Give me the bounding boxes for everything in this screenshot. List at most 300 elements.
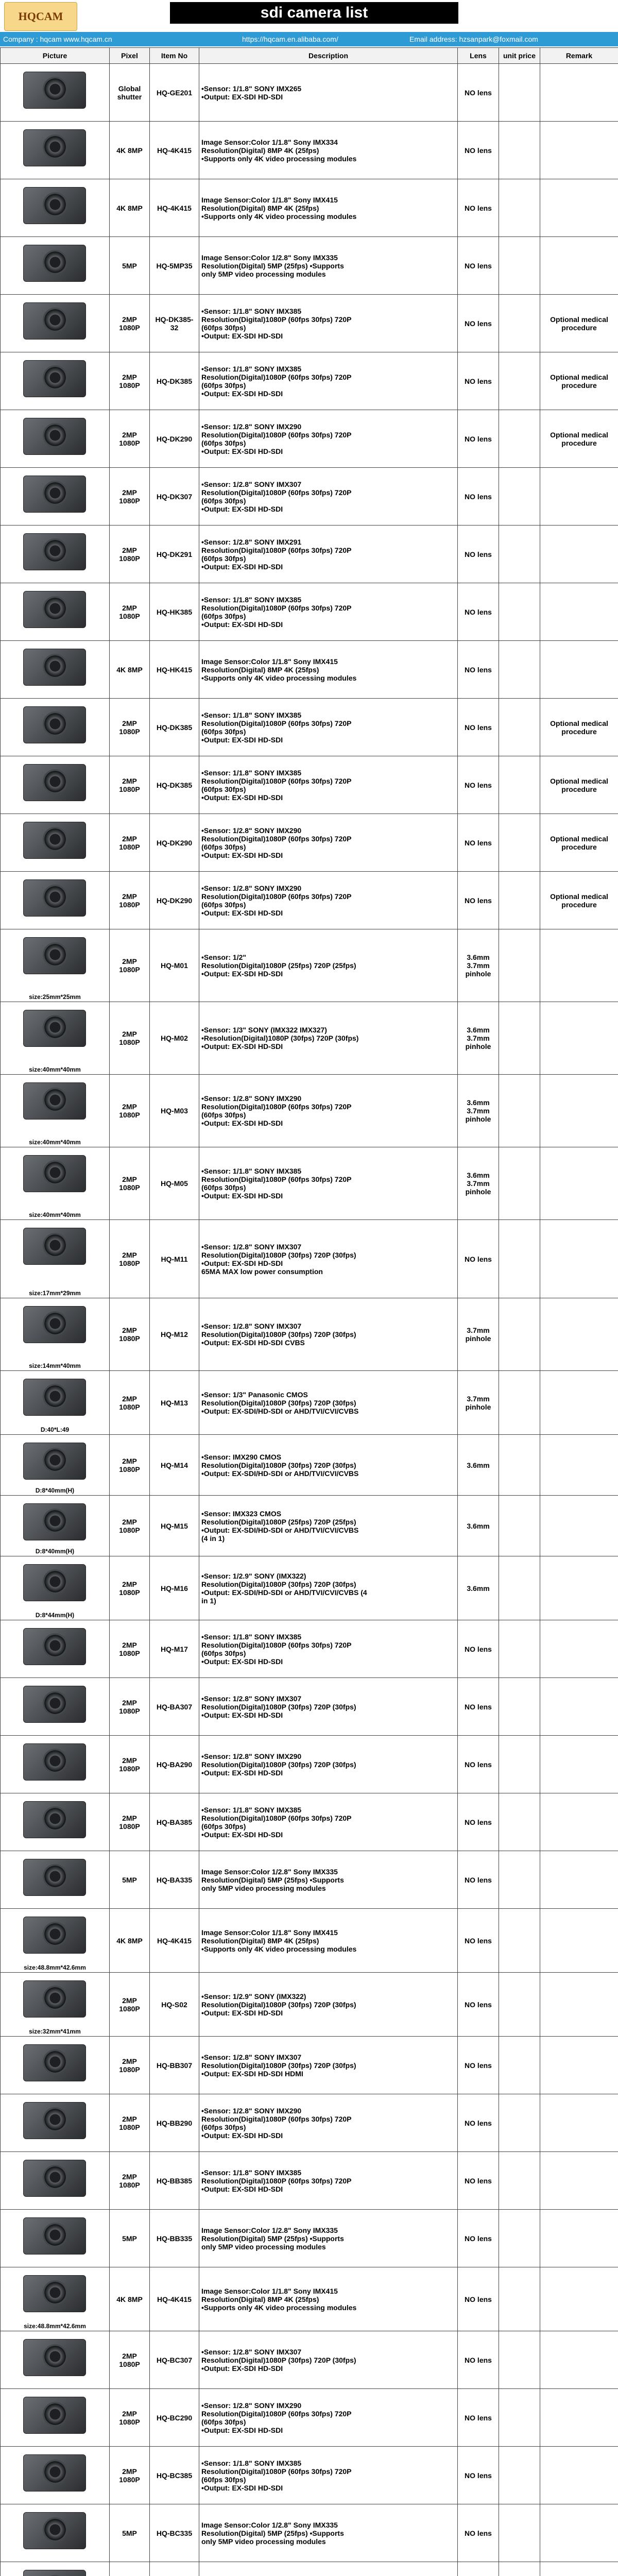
camera-lens-graphic	[43, 1569, 67, 1594]
description-cell: Image Sensor:Color 1/1.8" Sony IMX415 Resolution(Digital) 8MP 4K (25fps) •Supports only 4K video processing modules	[199, 641, 458, 699]
product-picture	[1, 1973, 110, 2037]
unit-price-cell	[499, 2504, 540, 2562]
lens-cell: NO lens	[458, 1851, 499, 1909]
table-row	[1, 699, 618, 756]
product-picture	[1, 1002, 110, 1075]
unit-price-cell	[499, 237, 540, 295]
product-picture	[1, 410, 110, 468]
description-cell: Image Sensor:Color 1/1.8" Sony IMX415 Resolution(Digital) 8MP 4K (25fps) •Supports only 4K video processing modules	[199, 2267, 458, 2331]
pixel-cell: 2MP 1080P	[110, 2037, 150, 2094]
remark-cell: Optional medical procedure	[540, 295, 618, 352]
picture-size-caption: D:8*40mm(H)	[35, 1486, 75, 1494]
camera-module-photo	[3, 411, 108, 467]
remark-cell	[540, 2504, 618, 2562]
product-picture	[1, 2152, 110, 2210]
unit-price-cell	[499, 2331, 540, 2389]
lens-cell: NO lens	[458, 2267, 499, 2331]
table-row	[1, 1147, 618, 1220]
camera-lens-graphic	[43, 654, 67, 679]
camera-module-photo	[3, 1148, 108, 1219]
table-row	[1, 1909, 618, 1973]
remark-cell	[540, 641, 618, 699]
item-number-cell: HQ-DK290	[150, 410, 199, 468]
unit-price-cell	[499, 526, 540, 583]
item-number-cell: HQ-4K415	[150, 2267, 199, 2331]
remark-cell	[540, 929, 618, 1002]
description-cell: •Sensor: 1/1.8" SONY IMX385 Resolution(Digital)1080P (60fps 30fps) 720P (60fps 30fps) •Output: EX-SDI HD-SDI	[199, 1793, 458, 1851]
description-cell: •Sensor: 1/1.8" SONY IMX385 Resolution(Digital)1080P (60fps 30fps) 720P (60fps 30fps) •Output: EX-SDI HD-SDI	[199, 295, 458, 352]
item-number-cell: HQ-M05	[150, 1147, 199, 1220]
camera-lens-graphic	[43, 1088, 67, 1112]
unit-price-cell	[499, 1496, 540, 1556]
description-cell: Image Sensor:Color 1/1.8" Sony IMX334 Resolution(Digital) 8MP 4K (25fps) •Supports only 4K video processing modules	[199, 122, 458, 179]
remark-cell	[540, 583, 618, 641]
description-cell: •Sensor: 1/1.8" SONY IMX385 Resolution(Digital)1080P (60fps 30fps) 720P (60fps 30fps) •Output: EX-SDI HD-SDI	[199, 2447, 458, 2504]
item-number-cell: HQ-4K415	[150, 179, 199, 237]
table-row	[1, 583, 618, 641]
product-picture	[1, 2447, 110, 2504]
product-picture	[1, 1298, 110, 1371]
description-cell: Image Sensor:Color 1/2.8" Sony IMX335 Resolution(Digital) 5MP (25fps) •Supports only 5MP video processing modules	[199, 1851, 458, 1909]
company-name: Company : hqcam www.hqcam.cn	[3, 35, 112, 43]
item-number-cell: HQ-BC307	[150, 2331, 199, 2389]
camera-module-photo	[3, 872, 108, 929]
camera-module-photo	[3, 1221, 108, 1298]
unit-price-cell	[499, 1220, 540, 1298]
camera-module-photo	[3, 1736, 108, 1793]
product-picture	[1, 1496, 110, 1556]
item-number-cell: HQ-BA335	[150, 1851, 199, 1909]
product-picture	[1, 526, 110, 583]
remark-cell: Optional medical procedure	[540, 410, 618, 468]
pixel-cell: 4K 8MP	[110, 179, 150, 237]
camera-module-photo	[3, 2447, 108, 2504]
unit-price-cell	[499, 2389, 540, 2447]
table-row	[1, 526, 618, 583]
description-cell: •Sensor: 1/2.8" SONY IMX307 Resolution(Digital)1080P (30fps) 720P (30fps) •Output: EX-SDI HD-SDI	[199, 2331, 458, 2389]
camera-lens-graphic	[43, 2049, 67, 2074]
lens-cell: NO lens	[458, 64, 499, 122]
description-cell: •Sensor: 1/2.8" SONY IMX290 Resolution(Digital)1080P (60fps 30fps) 720P (60fps 30fps) •Output: EX-SDI HD-SDI	[199, 1075, 458, 1147]
unit-price-cell	[499, 641, 540, 699]
table-row	[1, 1793, 618, 1851]
title-bar	[0, 0, 618, 32]
pixel-cell: 4K 8MP	[110, 1909, 150, 1973]
remark-cell	[540, 526, 618, 583]
item-number-cell: HQ-DK307	[150, 468, 199, 526]
item-number-cell: HQ-BA307	[150, 1678, 199, 1736]
item-number-cell: HQ-M03	[150, 1075, 199, 1147]
company-logo	[4, 2, 77, 31]
remark-cell	[540, 1909, 618, 1973]
product-picture	[1, 1793, 110, 1851]
table-row	[1, 1556, 618, 1620]
unit-price-cell	[499, 122, 540, 179]
lens-cell: NO lens	[458, 2331, 499, 2389]
lens-cell: 3.6mm	[458, 1496, 499, 1556]
product-picture	[1, 1909, 110, 1973]
lens-cell: NO lens	[458, 1973, 499, 2037]
unit-price-cell	[499, 1298, 540, 1371]
unit-price-cell	[499, 1736, 540, 1793]
table-row	[1, 2037, 618, 2094]
remark-cell	[540, 2210, 618, 2267]
camera-lens-graphic	[43, 2344, 67, 2369]
lens-cell: NO lens	[458, 2210, 499, 2267]
product-picture	[1, 2210, 110, 2267]
camera-module-photo	[3, 468, 108, 525]
product-picture	[1, 1556, 110, 1620]
product-picture	[1, 179, 110, 237]
remark-cell	[540, 1793, 618, 1851]
lens-cell: 3.6mm 3.7mm pinhole	[458, 1002, 499, 1075]
camera-module-photo	[3, 2332, 108, 2388]
remark-cell: Optional medical procedure	[540, 814, 618, 872]
pixel-cell: 4K 8MP	[110, 2267, 150, 2331]
camera-lens-graphic	[43, 1384, 67, 1409]
website-link[interactable]: https://hqcam.en.alibaba.com/	[242, 35, 338, 43]
item-number-cell: HQ-S02	[150, 1973, 199, 2037]
lens-cell: NO lens	[458, 1620, 499, 1678]
camera-module-photo	[3, 584, 108, 640]
product-picture	[1, 2504, 110, 2562]
item-number-cell: HQ-DK290	[150, 872, 199, 929]
item-number-cell: HQ-M13	[150, 1371, 199, 1435]
table-row	[1, 179, 618, 237]
unit-price-cell	[499, 295, 540, 352]
lens-cell: NO lens	[458, 410, 499, 468]
remark-cell	[540, 1220, 618, 1298]
camera-module-photo	[3, 1435, 108, 1495]
product-picture	[1, 1220, 110, 1298]
camera-module-photo	[3, 1794, 108, 1851]
product-picture	[1, 2037, 110, 2094]
unit-price-cell	[499, 1002, 540, 1075]
lens-cell: NO lens	[458, 295, 499, 352]
table-row	[1, 295, 618, 352]
item-number-cell: HQ-M11	[150, 1220, 199, 1298]
camera-lens-graphic	[43, 827, 67, 852]
remark-cell	[540, 2267, 618, 2331]
item-number-cell: HQ-DK290	[150, 814, 199, 872]
description-cell: •Sensor: 1/1.8" SONY IMX385 Resolution(Digital)1080P (60fps 30fps) 720P (60fps 30fps) •Output: EX-SDI HD-SDI	[199, 699, 458, 756]
camera-lens-graphic	[43, 1633, 67, 1658]
product-picture	[1, 468, 110, 526]
description-cell: •Sensor: 1/2.8" SONY IMX290 Resolution(Digital)1080P (30fps) 720P (30fps) •Output: EX-SDI HD-SDI	[199, 1736, 458, 1793]
product-picture	[1, 872, 110, 929]
unit-price-cell	[499, 64, 540, 122]
lens-cell: NO lens	[458, 641, 499, 699]
description-cell: •Sensor: 1/2.8" SONY IMX291 Resolution(Digital)1080P (60fps 30fps) 720P (60fps 30fps) •Output: EX-SDI HD-SDI	[199, 526, 458, 583]
description-cell: •Sensor: 1/2.8" SONY IMX307 Resolution(Digital)1080P (30fps) 720P (30fps) •Output: EX-SDI HD-SDI	[199, 1678, 458, 1736]
remark-cell	[540, 2389, 618, 2447]
description-cell: •Sensor: 1/1.8" SONY IMX385 Resolution(Digital)1080P (60fps 30fps) 720P •Output: EX-SDI HD-SDI	[199, 2152, 458, 2210]
table-row	[1, 929, 618, 1002]
description-cell: •Sensor: 1/2.9" SONY (IMX322) Resolution(Digital)1080P (30fps) 720P (30fps) •Output: EX-SDI HD-SDI	[199, 1973, 458, 2037]
description-cell: •Sensor: 1/2.8" SONY IMX290 Resolution(Digital)1080P (60fps 30fps) 720P (60fps 30fps) •Output: EX-SDI HD-SDI	[199, 2389, 458, 2447]
table-row	[1, 814, 618, 872]
unit-price-cell	[499, 583, 540, 641]
table-row	[1, 2504, 618, 2562]
camera-module-photo	[3, 2505, 108, 2562]
table-row	[1, 1002, 618, 1075]
table-row	[1, 1973, 618, 2037]
remark-cell	[540, 64, 618, 122]
item-number-cell: HQ-M01	[150, 929, 199, 1002]
description-cell	[199, 2562, 458, 2576]
remark-cell	[540, 2331, 618, 2389]
camera-lens-graphic	[43, 365, 67, 390]
lens-cell: NO lens	[458, 2447, 499, 2504]
column-header-unit-price: unit price	[499, 48, 540, 64]
camera-lens-graphic	[43, 192, 67, 217]
table-row	[1, 1298, 618, 1371]
picture-size-caption: size:40mm*40mm	[29, 1138, 81, 1146]
item-number-cell: HQ-BB385	[150, 2152, 199, 2210]
camera-lens-graphic	[43, 711, 67, 736]
pixel-cell: 2MP 1080P	[110, 1793, 150, 1851]
remark-cell	[540, 2562, 618, 2576]
remark-cell	[540, 122, 618, 179]
pixel-cell: 2MP 1080P	[110, 814, 150, 872]
camera-lens-graphic	[43, 596, 67, 621]
product-picture	[1, 1678, 110, 1736]
unit-price-cell	[499, 699, 540, 756]
unit-price-cell	[499, 2152, 540, 2210]
item-number-cell: HQ-HK385	[150, 583, 199, 641]
table-row	[1, 410, 618, 468]
lens-cell: NO lens	[458, 2152, 499, 2210]
pixel-cell: 2MP 1080P	[110, 2447, 150, 2504]
lens-cell: NO lens	[458, 872, 499, 929]
table-row	[1, 2094, 618, 2152]
column-header-item-no: Item No	[150, 48, 199, 64]
pixel-cell: 2MP 1080P	[110, 1973, 150, 2037]
product-picture	[1, 122, 110, 179]
description-cell: •Sensor: 1/2.8" SONY IMX307 Resolution(Digital)1080P (30fps) 720P (30fps) •Output: EX-SDI HD-SDI CVBS	[199, 1298, 458, 1371]
unit-price-cell	[499, 1435, 540, 1496]
unit-price-cell	[499, 2447, 540, 2504]
column-header-pixel: Pixel	[110, 48, 150, 64]
item-number-cell: HQ-4K415	[150, 122, 199, 179]
item-number-cell: HQ-M17	[150, 1620, 199, 1678]
camera-module-photo	[3, 1679, 108, 1735]
product-picture	[1, 1736, 110, 1793]
camera-lens-graphic	[43, 423, 67, 448]
product-picture	[1, 1620, 110, 1678]
description-cell: •Sensor: 1/2.8" SONY IMX307 Resolution(Digital)1080P (30fps) 720P (30fps) •Output: EX-SDI HD-SDI 65MA MAX low power consumption	[199, 1220, 458, 1298]
camera-lens-graphic	[43, 2402, 67, 2427]
lens-cell: NO lens	[458, 814, 499, 872]
unit-price-cell	[499, 1678, 540, 1736]
pixel-cell: 2MP 1080P	[110, 1556, 150, 1620]
camera-module-photo	[3, 353, 108, 410]
description-cell: •Sensor: 1/1.8" SONY IMX385 Resolution(Digital)1080P (60fps 30fps) 720P (60fps 30fps) •Output: EX-SDI HD-SDI	[199, 1620, 458, 1678]
remark-cell	[540, 237, 618, 295]
pixel-cell: 2MP 1080P	[110, 1496, 150, 1556]
remark-cell: Optional medical procedure	[540, 699, 618, 756]
description-cell: •Sensor: 1/2.8" SONY IMX290 Resolution(Digital)1080P (60fps 30fps) 720P (60fps 30fps) •Output: EX-SDI HD-SDI	[199, 410, 458, 468]
camera-lens-graphic	[43, 481, 67, 505]
product-picture	[1, 2267, 110, 2331]
picture-size-caption: size:40mm*40mm	[29, 1065, 81, 1073]
description-cell: Image Sensor:Color 1/1.8" Sony IMX415 Resolution(Digital) 8MP 4K (25fps) •Supports only 4K video processing modules	[199, 179, 458, 237]
item-number-cell: HQ-BC290	[150, 2389, 199, 2447]
pixel-cell: 2MP 1080P	[110, 872, 150, 929]
camera-lens-graphic	[43, 1015, 67, 1040]
pixel-cell: 2MP 1080P	[110, 526, 150, 583]
item-number-cell: HQ-DK385	[150, 756, 199, 814]
description-cell: •Sensor: 1/1.8" SONY IMX265 •Output: EX-SDI HD-SDI	[199, 64, 458, 122]
camera-lens-graphic	[43, 1160, 67, 1185]
product-picture	[1, 641, 110, 699]
unit-price-cell	[499, 1371, 540, 1435]
lens-cell: NO lens	[458, 179, 499, 237]
pixel-cell: 2MP 1080P	[110, 295, 150, 352]
table-header-row	[1, 48, 618, 64]
item-number-cell: HQ-M15	[150, 1496, 199, 1556]
remark-cell	[540, 2152, 618, 2210]
camera-lens-graphic	[43, 2165, 67, 2190]
camera-lens-graphic	[43, 1806, 67, 1831]
camera-module-photo	[3, 1852, 108, 1908]
description-cell: •Sensor: 1/1.8" SONY IMX385 Resolution(Digital)1080P (60fps 30fps) 720P (60fps 30fps) •Output: EX-SDI HD-SDI	[199, 352, 458, 410]
camera-lens-graphic	[43, 538, 67, 563]
camera-lens-graphic	[43, 1509, 67, 1533]
unit-price-cell	[499, 1793, 540, 1851]
camera-module-photo	[3, 2268, 108, 2331]
description-cell: •Sensor: 1/3" Panasonic CMOS Resolution(Digital)1080P (30fps) 720P (30fps) •Output: EX-SDI/HD-SDI or AHD/TVI/CVI/CVBS	[199, 1371, 458, 1435]
item-number-cell: HQ-BB290	[150, 2094, 199, 2152]
product-picture	[1, 583, 110, 641]
lens-cell: 3.7mm pinhole	[458, 1298, 499, 1371]
item-number-cell: HQ-4K415	[150, 1909, 199, 1973]
table-row	[1, 641, 618, 699]
table-row	[1, 1220, 618, 1298]
unit-price-cell	[499, 929, 540, 1002]
table-row	[1, 122, 618, 179]
unit-price-cell	[499, 468, 540, 526]
item-number-cell: HQ-DK385	[150, 699, 199, 756]
product-picture	[1, 352, 110, 410]
camera-module-photo	[3, 2153, 108, 2209]
unit-price-cell	[499, 1620, 540, 1678]
camera-lens-graphic	[43, 134, 67, 159]
pixel-cell: 2MP 1080P	[110, 583, 150, 641]
item-number-cell	[150, 2562, 199, 2576]
unit-price-cell	[499, 2210, 540, 2267]
remark-cell	[540, 2037, 618, 2094]
lens-cell: 3.6mm 3.7mm pinhole	[458, 1147, 499, 1220]
description-cell: •Sensor: IMX323 CMOS Resolution(Digital)1080P (25fps) 720P (25fps) •Output: EX-SDI/HD-SDI or AHD/TVI/CVI/CVBS (4 in 1)	[199, 1496, 458, 1556]
table-row	[1, 352, 618, 410]
remark-cell	[540, 1002, 618, 1075]
pixel-cell: 2MP 1080P	[110, 2331, 150, 2389]
table-row	[1, 2267, 618, 2331]
pixel-cell: 5MP	[110, 2210, 150, 2267]
table-row	[1, 2389, 618, 2447]
product-picture	[1, 2094, 110, 2152]
item-number-cell: HQ-HK415	[150, 641, 199, 699]
description-cell: •Sensor: 1/2.8" SONY IMX290 Resolution(Digital)1080P (60fps 30fps) 720P (60fps 30fps) •Output: EX-SDI HD-SDI	[199, 872, 458, 929]
product-picture	[1, 2562, 110, 2576]
pixel-cell: 2MP 1080P	[110, 410, 150, 468]
pixel-cell: 2MP 1080P	[110, 2094, 150, 2152]
table-row	[1, 1851, 618, 1909]
remark-cell	[540, 2094, 618, 2152]
table-row	[1, 1371, 618, 1435]
email-address: Email address: hzsanpark@foxmail.com	[409, 35, 538, 43]
description-cell: Image Sensor:Color 1/2.8" Sony IMX335 Resolution(Digital) 5MP (25fps) •Supports only 5MP video processing modules	[199, 2210, 458, 2267]
picture-size-caption: size:48.8mm*42.6mm	[24, 2322, 86, 2330]
description-cell: •Sensor: IMX290 CMOS Resolution(Digital)1080P (30fps) 720P (30fps) •Output: EX-SDI/HD-SDI or AHD/TVI/CVI/CVBS	[199, 1435, 458, 1496]
camera-lens-graphic	[43, 942, 67, 967]
column-header-remark: Remark	[540, 48, 618, 64]
camera-module-photo	[3, 1003, 108, 1074]
pixel-cell: 2MP 1080P	[110, 1435, 150, 1496]
item-number-cell: HQ-GE201	[150, 64, 199, 122]
unit-price-cell	[499, 872, 540, 929]
picture-size-caption: size:17mm*29mm	[29, 1289, 81, 1297]
item-number-cell: HQ-BC335	[150, 2504, 199, 2562]
remark-cell	[540, 1147, 618, 1220]
item-number-cell: HQ-BA290	[150, 1736, 199, 1793]
pixel-cell: 2MP 1080P	[110, 2389, 150, 2447]
camera-module-photo	[3, 930, 108, 1002]
logo-text: HQCAM	[18, 10, 63, 23]
table-row	[1, 2152, 618, 2210]
table-row	[1, 1435, 618, 1496]
unit-price-cell	[499, 1909, 540, 1973]
lens-cell: 3.7mm pinhole	[458, 1371, 499, 1435]
lens-cell: NO lens	[458, 1793, 499, 1851]
product-picture	[1, 2389, 110, 2447]
remark-cell	[540, 1556, 618, 1620]
unit-price-cell	[499, 1556, 540, 1620]
remark-cell	[540, 1435, 618, 1496]
pixel-cell: 2MP 1080P	[110, 699, 150, 756]
picture-size-caption: D:8*40mm(H)	[35, 1547, 75, 1555]
product-picture	[1, 814, 110, 872]
lens-cell: NO lens	[458, 526, 499, 583]
camera-module-photo	[3, 2563, 108, 2576]
item-number-cell: HQ-DK291	[150, 526, 199, 583]
camera-module-photo	[3, 64, 108, 121]
camera-module-photo	[3, 1557, 108, 1620]
table-row	[1, 1496, 618, 1556]
remark-cell	[540, 468, 618, 526]
camera-lens-graphic	[43, 1986, 67, 2010]
lens-cell: NO lens	[458, 122, 499, 179]
item-number-cell: HQ-BB307	[150, 2037, 199, 2094]
pixel-cell: 2MP 1080P	[110, 1220, 150, 1298]
pixel-cell: 4K 8MP	[110, 641, 150, 699]
pixel-cell	[110, 2562, 150, 2576]
pixel-cell: 5MP	[110, 2504, 150, 2562]
remark-cell: Optional medical procedure	[540, 872, 618, 929]
camera-module-photo	[3, 1909, 108, 1972]
lens-cell: 3.6mm	[458, 1435, 499, 1496]
pixel-cell: 2MP 1080P	[110, 2152, 150, 2210]
lens-cell: NO lens	[458, 699, 499, 756]
pixel-cell: 2MP 1080P	[110, 1620, 150, 1678]
remark-cell	[540, 1678, 618, 1736]
camera-lens-graphic	[43, 885, 67, 909]
camera-lens-graphic	[43, 1311, 67, 1336]
pixel-cell: 2MP 1080P	[110, 929, 150, 1002]
description-cell: •Sensor: 1/2.9" SONY (IMX322) Resolution(Digital)1080P (30fps) 720P (30fps) •Output: EX-SDI/HD-SDI or AHD/TVI/CVI/CVBS (4 in 1)	[199, 1556, 458, 1620]
unit-price-cell	[499, 2094, 540, 2152]
